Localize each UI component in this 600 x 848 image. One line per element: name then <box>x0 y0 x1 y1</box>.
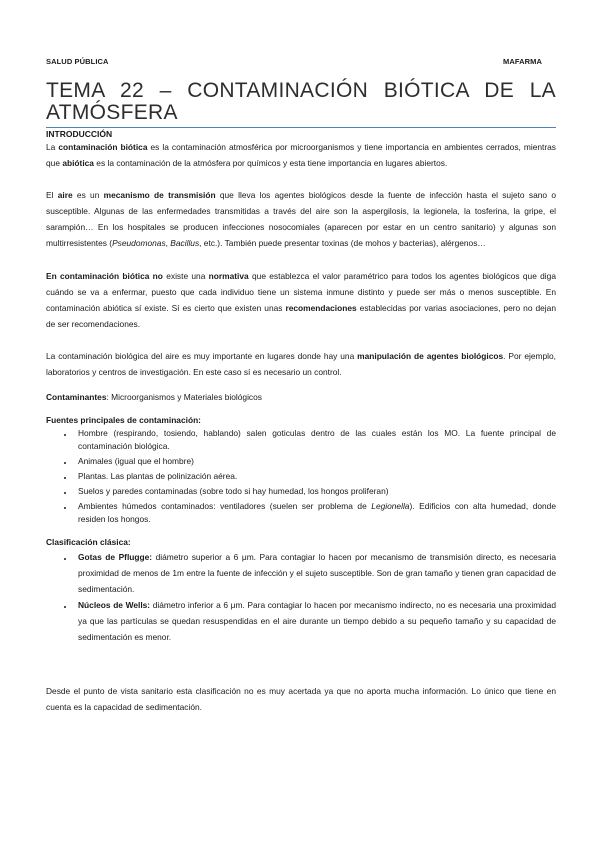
paragraph-intro: La contaminación biótica es la contaminación atmosférica por microorganismos y tiene importancia en ambientes cerrados, mientras que abiótica es la contaminación de la atmósfera por químicos y esta tiene importancia en lugares abiertos. <box>46 142 556 169</box>
list-item: • Animales (igual que el hombre) <box>74 455 556 468</box>
paragraph-final: Desde el punto de vista sanitario esta clasificación no es muy acertada ya que no aporta mucha información. Lo único que tiene en cuenta es la capacidad de sedimentación. <box>46 686 556 713</box>
paragraph-manipulacion: La contaminación biológica del aire es muy importante en lugares donde hay una manipulación de agentes biológicos. Por ejemplo, laboratorios y centros de investigación. En este caso sí es necesario un control. <box>46 350 556 378</box>
section-heading: INTRODUCCIÓN <box>46 129 113 139</box>
header-author: MAFARMA <box>502 57 542 66</box>
list-item: • Suelos y paredes contaminadas (sobre todo si hay humedad, los hongos proliferan) <box>74 485 556 498</box>
document-page <box>46 57 556 715</box>
title-rule <box>46 127 556 128</box>
clasificacion-list <box>46 549 556 645</box>
list-item: • Ambientes húmedos contaminados: ventiladores (suelen ser problema de Legionella). Edificios con alta humedad, donde residen los hongos. <box>74 500 556 526</box>
contaminantes-line: Contaminantes: Microorganismos y Materiales biológicos <box>46 392 262 403</box>
header-subject: SALUD PÚBLICA <box>46 57 109 66</box>
clasificacion-heading: Clasificación clásica: <box>46 537 131 548</box>
list-item: • Hombre (respirando, tosiendo, hablando) salen goticulas dentro de las cuales están los MO. La fuente principal de contaminación biológica. <box>74 427 556 453</box>
paragraph-aire: El aire es un mecanismo de transmisión que lleva los agentes biológicos desde la fuente de infección hasta el sujeto sano o susceptible. Algunas de las enfermedades transmitidas a través del aire son la aspergilosis, la legionela, la tosferina, la gripe, el sarampión… En los hospitales se producen infecciones nosocomiales (aparecen por estar en un centro sanitario) y algunas son multirresistentes (Pseudomonas, Bacillus, etc.). También puede presentar toxinas (de mohos y bacterias), alérgenos… <box>46 190 556 249</box>
fuentes-heading: Fuentes principales de contaminación: <box>46 415 201 426</box>
paragraph-normativa: En contaminación biótica no existe una normativa que establezca el valor paramétrico para todos los agentes biológicos que diga cuándo se va a enfermar, puesto que cada individuo tiene un sistema inmune distinto y puede ser más o menos susceptible. En contaminación abiótica sí existe. Sí es cierto que existen unas recomendaciones establecidas por varias asociaciones, pero no dejan de ser recomendaciones. <box>46 270 556 329</box>
list-item: • Gotas de Pflugge: diámetro superior a 6 μm. Para contagiar lo hacen por mecanismo de transmisión directo, es necesaria proximidad de menos de 1m entre la fuente de infección y el sujeto susceptible. Son de gran tamaño y tienen gran capacidad de sedimentación. <box>74 549 556 597</box>
list-item: • Plantas. Las plantas de polinización aérea. <box>74 470 556 483</box>
list-item: • Núcleos de Wells: diámetro inferior a 6 μm. Para contagiar lo hacen por mecanismo indirecto, no es necesaria una proximidad ya que las partículas se quedan resuspendidas en el aire durante un tiempo debido a su pequeño tamaño y su capacidad de sedimentación es menor. <box>74 597 556 645</box>
fuentes-list <box>46 427 556 526</box>
document-title: TEMA 22 – CONTAMINACIÓN BIÓTICA DE LA ATMÓSFERA <box>46 79 556 124</box>
page-header <box>46 57 556 66</box>
